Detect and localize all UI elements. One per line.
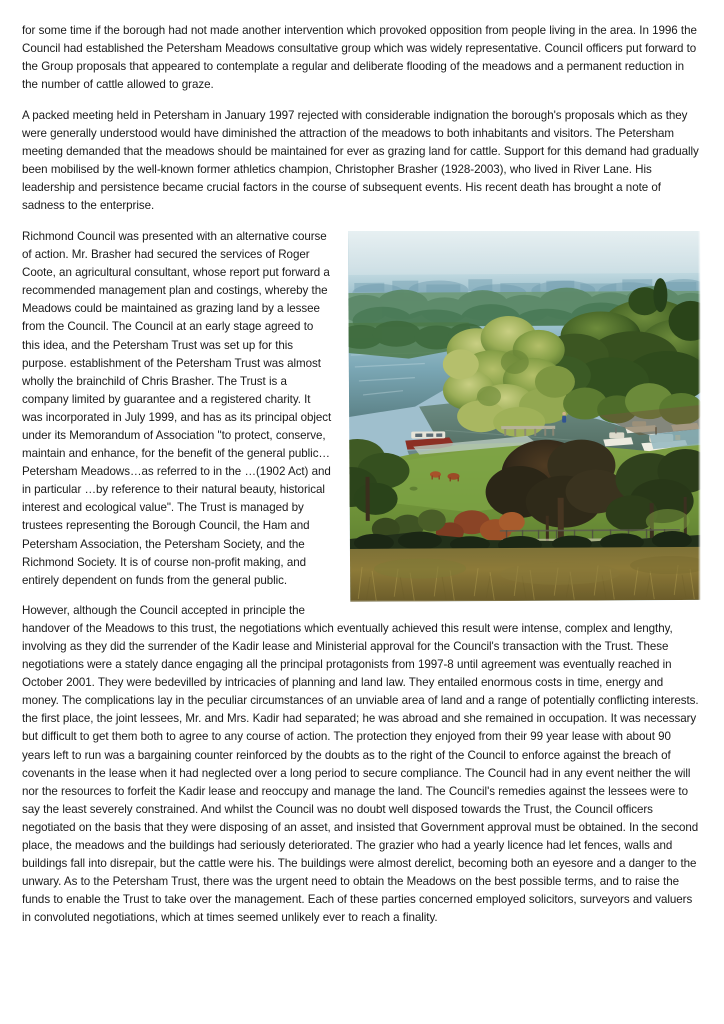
paragraph-4: However, although the Council accepted in principle the handover of the Meadows to this trust, the negotiations which eventually achieved this result were intense, complex and lengthy, involving as they did the surrender of the Kadir lease and Ministerial approval for the Council's transaction with the Trust. These negotiations were a stately dance engaging all the principal protagonists from 1997-8 until agreement was eventually reached in October 2001. They were bedevilled by intricacies of planning and land law. They entailed enormous costs in time, energy and money. The complications lay in the peculiar circumstances of an unviable area of land and a range of potentially conflicting interests. the first place, the joint lessees, Mr. and Mrs. Kadir had separated; he was abroad and she remained in occupation. It was necessary but difficult to get them both to agree to any course of action. The protection they enjoyed from their 99 year lease with about 90 years left to run was a bargaining counter reinforced by the doubts as to the right of the Council to enforce against the breach of covenants in the lease when it had neglected over a long period to secure compliance. The Council had in any event neither the will nor the resources to forfeit the Kadir lease and reoccupy and manage the land. The Council's remedies against the lessees were to say the least severely constrained. And whilst the Council was no doubt well disposed towards the Trust, the Council officers negotiated on the basis that they were disposing of an asset, and insisted that Government approval must be obtained. In the second place, the meadows and the buildings had seriously deteriorated. The grazier who had a yearly licence had let fences, walls and buildings fall into disrepair, but the cattle were his. The buildings were almost derelict, becoming both an eyesore and a danger to the unwary. As to the Petersham Trust, there was the urgent need to obtain the Meadows on the best possible terms, and to raise the funds to enable the Trust to take over the management. Each of these parties concerned employed solicitors, surveyors and valuers in convoluted negotiations, which at times seemed unlikely ever to reach a finality. bbox=[22, 603, 699, 925]
photo-bottom-edge bbox=[348, 600, 702, 605]
document-body bbox=[22, 22, 702, 928]
paragraph-2: A packed meeting held in Petersham in January 1997 rejected with considerable indignation the borough's proposals which as they were generally understood would have diminished the attraction of the meadows to both inhabitants and visitors. The Petersham meeting demanded that the meadows should be maintained for ever as grazing land for cattle. Support for this demand had gradually been mobilised by the well-known former athletics champion, Christopher Brasher (1928-2003), who lived in River Lane. His leadership and persistence became crucial factors in the course of subsequent events. His recent death has brought a note of sadness to the enterprise. bbox=[22, 108, 699, 213]
view-from-richmond-hill-photo bbox=[348, 231, 702, 605]
paragraph-1: for some time if the borough had not made another intervention which provoked opposition from people living in the area. In 1996 the Council had established the Petersham Meadows consultative group which was widely representative. Council officers put forward to the Group proposals that appeared to contemplate a regular and deliberate flooding of the meadows and a permanent reduction in the number of cattle allowed to graze. bbox=[22, 24, 697, 92]
paragraph-3: Richmond Council was presented with an alternative course of action. Mr. Brasher had secured the services of Roger Coote, an agricultural consultant, whose report put forward a recommended management plan and costings, whereby the Meadows could be maintained as grazing land by a lessee from the Council. The Council at an early stage agreed to this idea, and the Petersham Trust was set up for this purpose. establishment of the Petersham Trust was almost wholly the brainchild of Chris Brasher. The Trust is a company limited by guarantee and a registered charity. It was incorporated in July 1999, and has as its principal object under its Memorandum of Association "to protect, conserve, maintain and enhance, for the benefit of the general public… Petersham Meadows…as referred to in the …(1902 Act) and in particular …by reference to their natural beauty, historical interest and ecological value". The Trust is managed by trustees representing the Borough Council, the Ham and Petersham Association, the Petersham Society, and the Richmond Society. It is of course non-profit making, and entirely dependent on funds from the general public. bbox=[22, 229, 332, 587]
photo-frame bbox=[348, 231, 702, 605]
photo-right-edge bbox=[698, 231, 702, 605]
photo-image bbox=[348, 231, 702, 602]
